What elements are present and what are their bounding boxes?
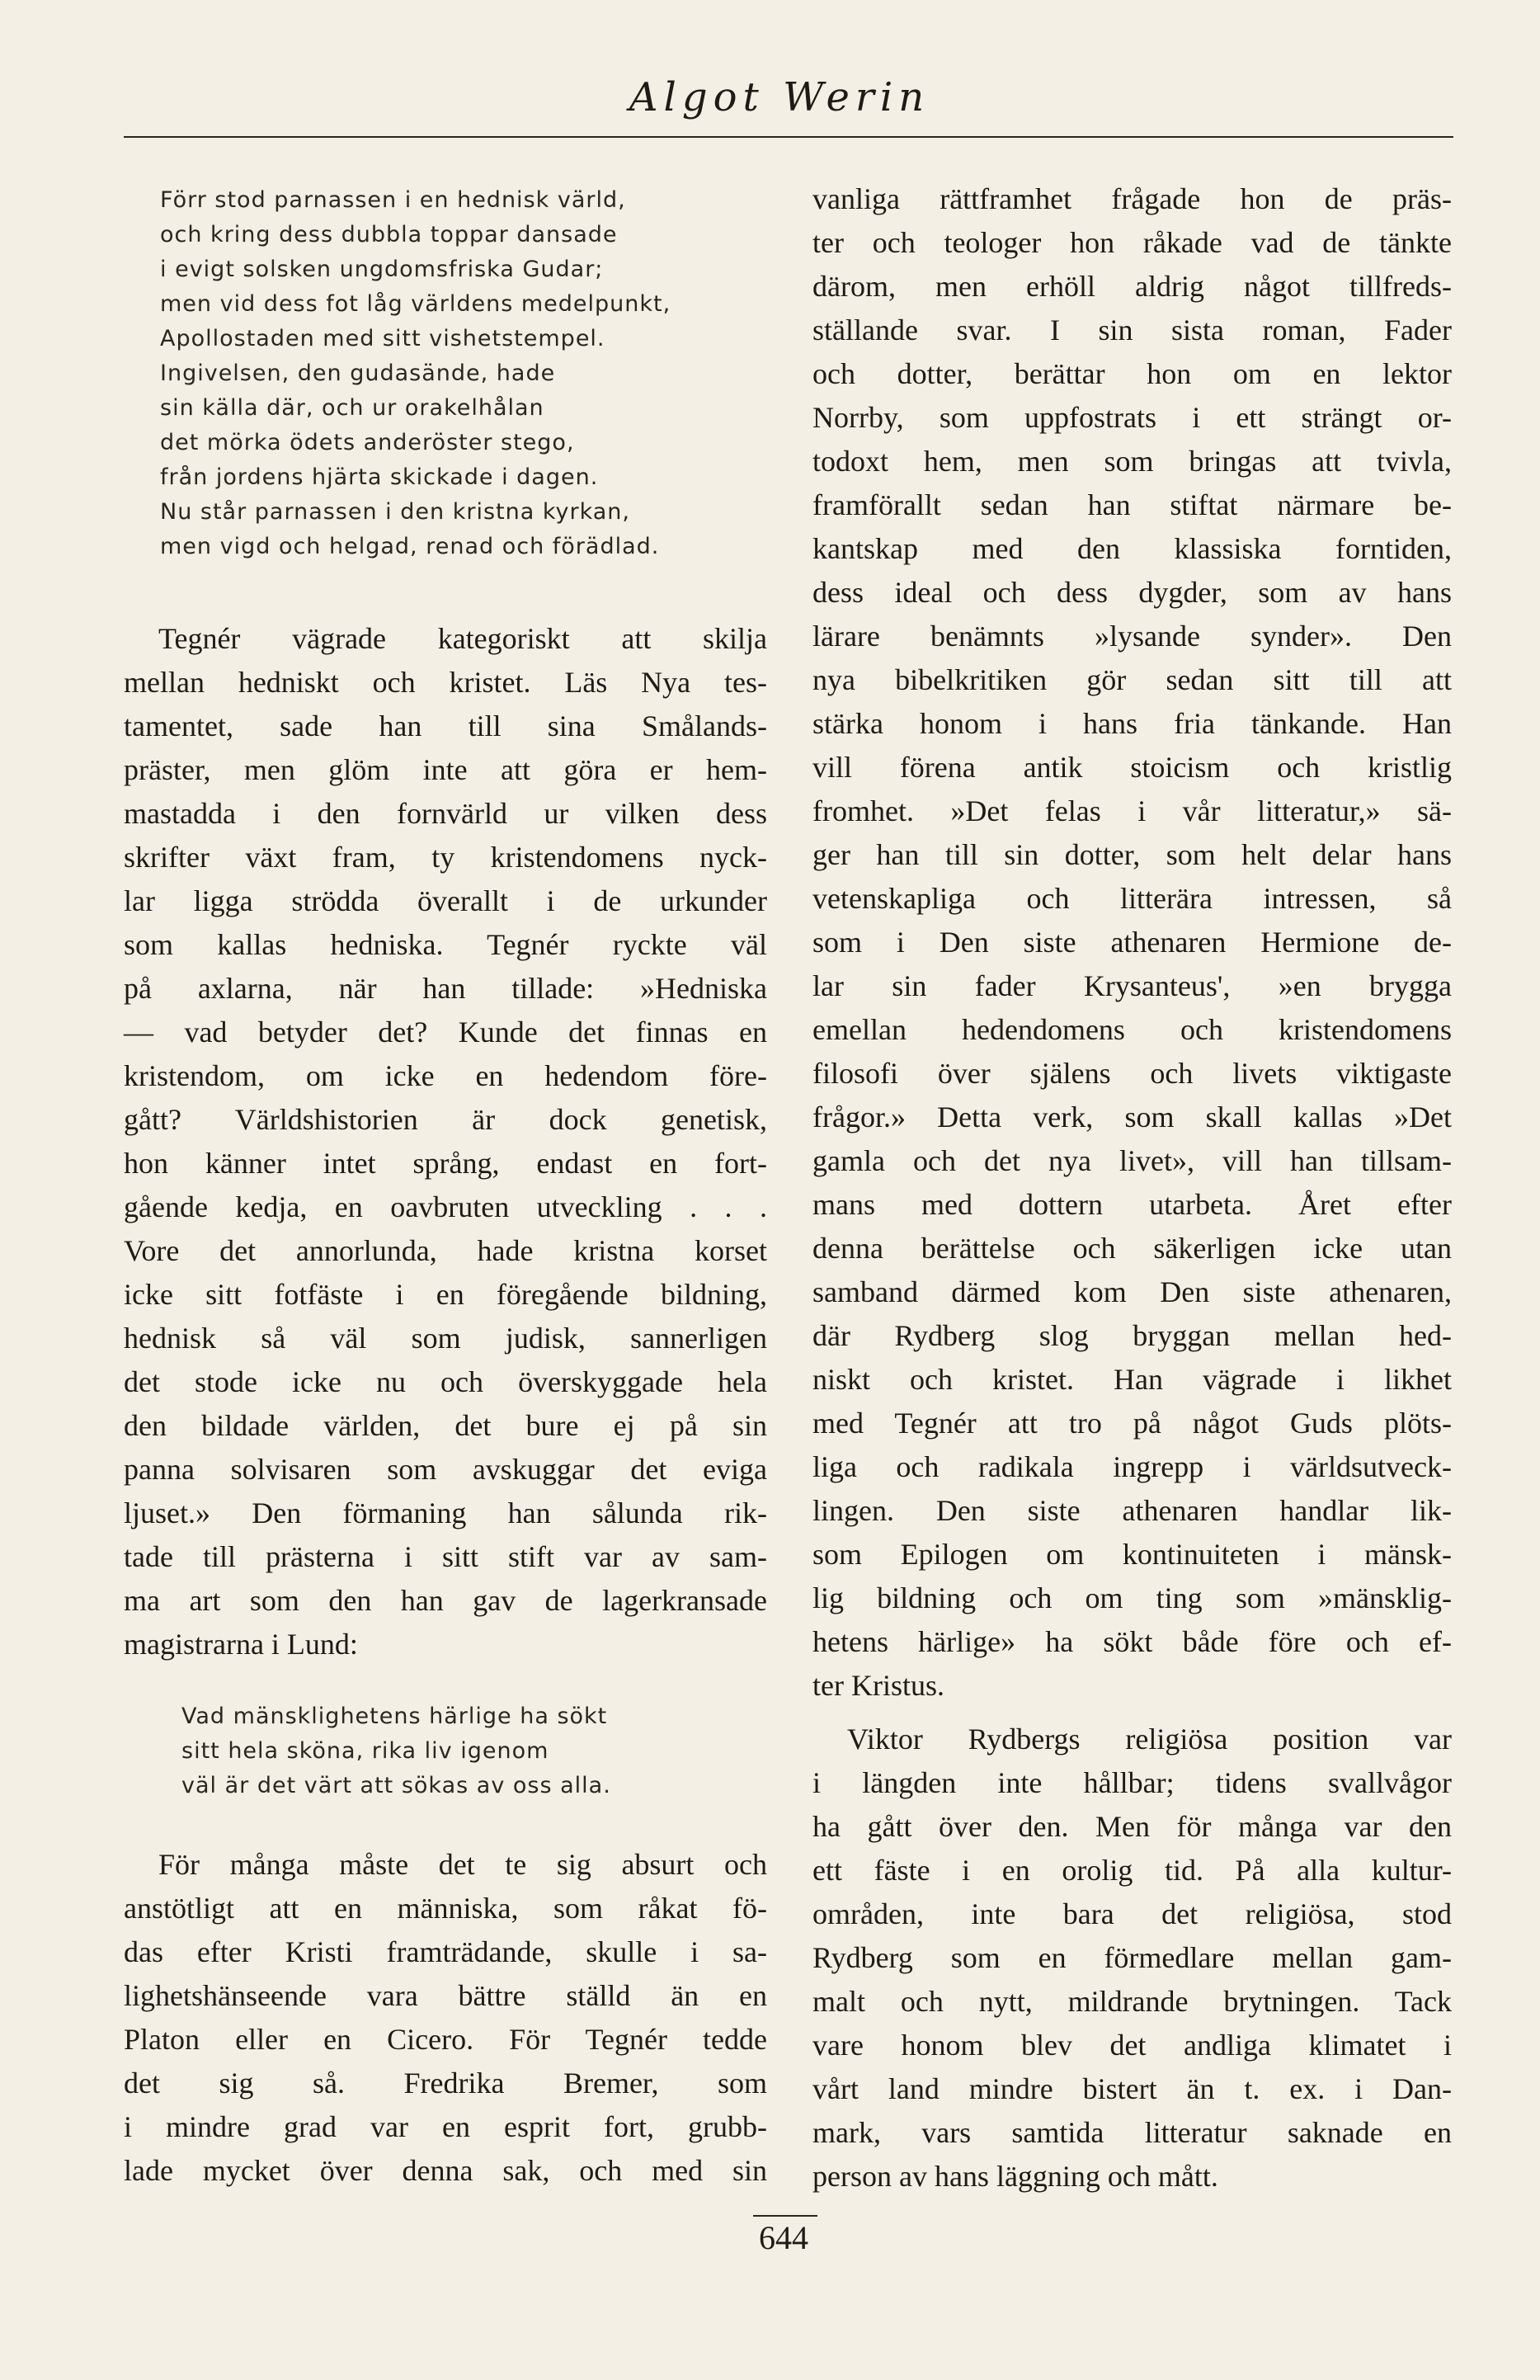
verse-line: sin källa där, och ur orakelhålan (160, 395, 544, 421)
text-line: denna berättelse och säkerligen icke utan (812, 1232, 1452, 1265)
text-line: samband därmed kom Den siste athenaren, (812, 1275, 1452, 1308)
text-line: tamentet, sade han till sina Smålands- (124, 709, 767, 742)
text-line: vetenskapliga och litterära intressen, så (812, 882, 1452, 915)
text-line: lärare benämnts »lysande synder». Den (812, 620, 1452, 653)
text-line: stärka honom i hans fria tänkande. Han (812, 707, 1452, 740)
text-line: anstötligt att en människa, som råkat fö- (124, 1892, 767, 1925)
text-line: som Epilogen om kontinuiteten i mänsk- (812, 1538, 1452, 1571)
text-line: tade till prästerna i sitt stift var av sam- (124, 1540, 767, 1573)
text-line: framförallt sedan han stiftat närmare be- (812, 488, 1452, 521)
text-line: liga och radikala ingrepp i världsutveck- (812, 1450, 1452, 1483)
text-line: Vore det annorlunda, hade kristna korset (124, 1234, 767, 1267)
text-line: För många måste det te sig absurt och (158, 1848, 767, 1881)
header-rule (124, 136, 1453, 138)
text-line: skrifter växt fram, ty kristendomens nyck- (124, 841, 767, 874)
text-line: på axlarna, när han tillade: »Hedniska (124, 972, 767, 1005)
text-line: kantskap med den klassiska forntiden, (812, 532, 1452, 565)
text-line: vill förena antik stoicism och kristlig (812, 751, 1452, 784)
text-line: lig bildning och om ting som »mänsklig- (812, 1581, 1452, 1614)
text-line: frågor.» Detta verk, som skall kallas »Det (812, 1100, 1452, 1133)
verse-line: och kring dess dubbla toppar dansade (160, 222, 618, 247)
text-line: i längden inte hållbar; tidens svallvågor (812, 1766, 1452, 1799)
text-line: lighetshänseende vara bättre ställd än en (124, 1979, 767, 2012)
text-line: mans med dottern utarbeta. Året efter (812, 1188, 1452, 1221)
text-line: den bildade världen, det bure ej på sin (124, 1409, 767, 1442)
text-line: i mindre grad var en esprit fort, grubb- (124, 2110, 767, 2143)
verse-line: Nu står parnassen i den kristna kyrkan, (160, 499, 630, 525)
text-line: vare honom blev det andliga klimatet i (812, 2029, 1452, 2062)
text-line: och dotter, berättar hon om en lektor (812, 357, 1452, 390)
text-line: ma art som den han gav de lagerkransade (124, 1584, 767, 1617)
text-line: lar ligga strödda överallt i de urkunder (124, 884, 767, 917)
verse-line: från jordens hjärta skickade i dagen. (160, 464, 599, 490)
text-line: hetens härlige» ha sökt både före och ef- (812, 1625, 1452, 1658)
paragraph-1 (124, 617, 767, 1666)
text-line: todoxt hem, men som bringas att tvivla, (812, 445, 1452, 478)
text-line: lade mycket över denna sak, och med sin (124, 2154, 767, 2187)
text-line: malt och nytt, mildrande brytningen. Tack (812, 1985, 1452, 2018)
text-line: nya bibelkritiken gör sedan sitt till att (812, 663, 1452, 696)
text-line: Platon eller en Cicero. För Tegnér tedde (124, 2023, 767, 2056)
verse-line: Apollostaden med sitt vishetstempel. (160, 326, 605, 351)
text-line: person av hans läggning och mått. (812, 2160, 1218, 2193)
text-line: vanliga rättframhet frågade hon de präs- (812, 182, 1452, 215)
verse-line: men vigd och helgad, renad och förädlad. (160, 534, 660, 559)
text-line: som i Den siste athenaren Hermione de- (812, 926, 1452, 959)
text-line: ställande svar. I sin sista roman, Fader (812, 313, 1452, 346)
text-line: lar sin fader Krysanteus', »en brygga (812, 969, 1452, 1002)
text-line: ett fäste i en orolig tid. På alla kultur- (812, 1854, 1452, 1887)
text-line: mellan hedniskt och kristet. Läs Nya tes- (124, 666, 767, 699)
text-line: ter och teologer hon råkade vad de tänkte (812, 226, 1452, 259)
text-line: emellan hedendomens och kristendomens (812, 1013, 1452, 1046)
text-line: ljuset.» Den förmaning han sålunda rik- (124, 1496, 767, 1529)
text-line: präster, men glöm inte att göra er hem- (124, 753, 767, 786)
text-line: kristendom, om icke en hedendom före- (124, 1059, 767, 1092)
text-line: magistrarna i Lund: (124, 1628, 358, 1661)
verse-line: Förr stod parnassen i en hednisk värld, (160, 187, 626, 213)
verse-line: Ingivelsen, den gudasände, hade (160, 361, 556, 386)
text-line: vårt land mindre bistert än t. ex. i Dan- (812, 2072, 1452, 2105)
text-line: som kallas hedniska. Tegnér ryckte väl (124, 928, 767, 961)
text-line: fromhet. »Det felas i vår litteratur,» sä- (812, 794, 1452, 827)
text-line: niskt och kristet. Han vägrade i likhet (812, 1363, 1452, 1396)
text-line: ha gått över den. Men för många var den (812, 1810, 1452, 1843)
text-line: dess ideal och dess dygder, som av hans (812, 576, 1452, 609)
text-line: ger han till sin dotter, som helt delar hans (812, 838, 1452, 871)
text-line: Norrby, som uppfostrats i ett strängt or- (812, 401, 1452, 434)
text-line: hednisk så väl som judisk, sannerligen (124, 1322, 767, 1355)
text-line: där Rydberg slog bryggan mellan hed- (812, 1319, 1452, 1352)
verse-line: i evigt solsken ungdomsfriska Gudar; (160, 257, 604, 282)
paragraph-4 (812, 1718, 1452, 2199)
text-line: områden, inte bara det religiösa, stod (812, 1897, 1452, 1930)
text-line: hon känner intet språng, endast en fort- (124, 1147, 767, 1180)
running-title: Algot Werin (629, 74, 930, 120)
paragraph-2 (124, 1843, 767, 2193)
verse-line: men vid dess fot låg världens medelpunkt, (160, 291, 671, 317)
text-line: därom, men erhöll aldrig något tillfreds- (812, 270, 1452, 303)
paragraph-3 (812, 177, 1452, 1708)
text-line: mastadda i den fornvärld ur vilken dess (124, 797, 767, 830)
verse-line: Vad mänsklighetens härlige ha sökt (181, 1704, 608, 1729)
text-line: ter Kristus. (812, 1669, 944, 1702)
text-line: panna solvisaren som avskuggar det eviga (124, 1453, 767, 1486)
verse-line: det mörka ödets anderöster stego, (160, 430, 575, 455)
verse-line: väl är det värt att sökas av oss alla. (181, 1773, 611, 1798)
text-line: Tegnér vägrade kategoriskt att skilja (158, 622, 767, 655)
text-line: Viktor Rydbergs religiösa position var (847, 1723, 1452, 1756)
text-line: gått? Världshistorien är dock genetisk, (124, 1103, 767, 1136)
verse-block-1 (160, 183, 754, 564)
text-line: lingen. Den siste athenaren handlar lik- (812, 1494, 1452, 1527)
text-line: mark, vars samtida litteratur saknade en (812, 2116, 1452, 2149)
text-line: gamla och det nya livet», vill han tillsam- (812, 1144, 1452, 1177)
text-line: filosofi över själens och livets viktigaste (812, 1057, 1452, 1090)
text-line: — vad betyder det? Kunde det finnas en (124, 1016, 767, 1049)
text-line: det sig så. Fredrika Bremer, som (124, 2067, 767, 2100)
verse-line: sitt hela sköna, rika liv igenom (181, 1738, 549, 1764)
text-line: icke sitt fotfäste i en föregående bildning, (124, 1278, 767, 1311)
text-line: das efter Kristi framträdande, skulle i sa- (124, 1935, 767, 1968)
page-number: 644 (759, 2219, 808, 2256)
page-number-rule (753, 2215, 817, 2217)
text-line: Rydberg som en förmedlare mellan gam- (812, 1941, 1452, 1974)
text-line: gående kedja, en oavbruten utveckling . . . (124, 1190, 767, 1223)
text-line: det stode icke nu och överskyggade hela (124, 1365, 767, 1398)
verse-block-2 (181, 1699, 759, 1803)
text-line: med Tegnér att tro på något Guds plöts- (812, 1407, 1452, 1440)
